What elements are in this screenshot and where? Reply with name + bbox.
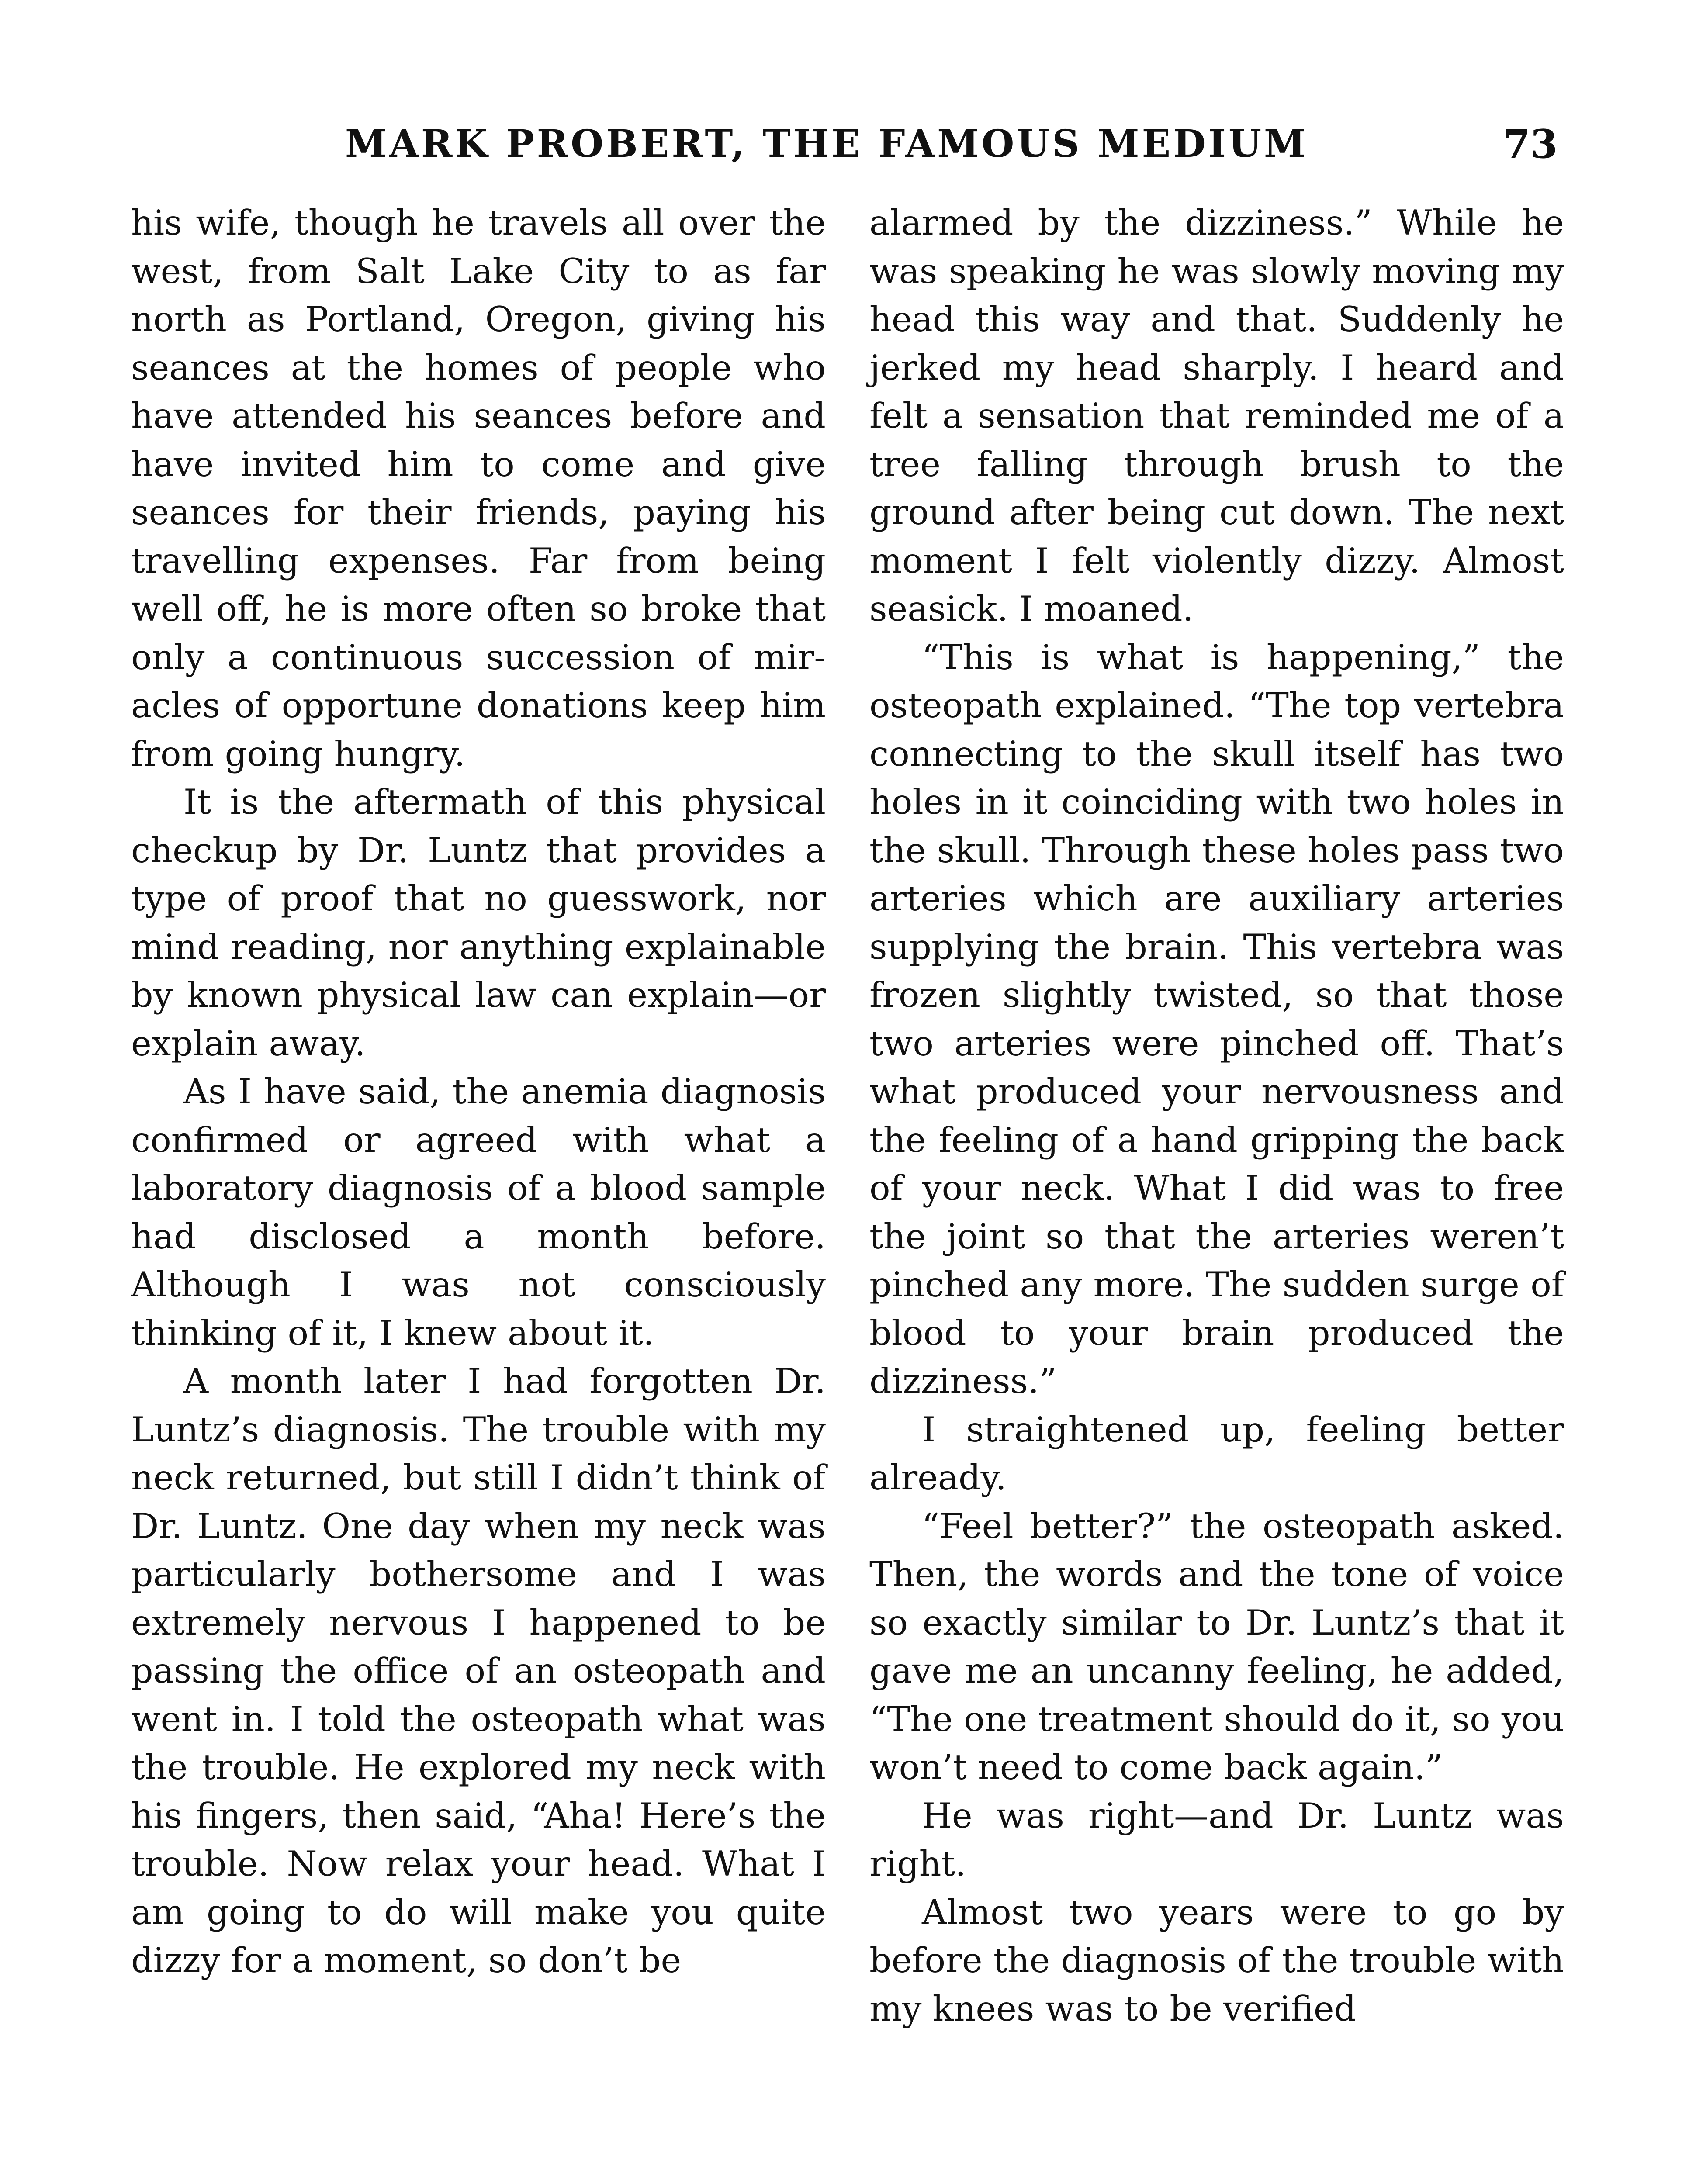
paragraph: It is the aftermath of this physical checkup by Dr. Luntz that provides a type of proof that no guesswork, nor mind reading, nor anything explainable by known physical law can explain—or explain away. bbox=[131, 782, 826, 1064]
paragraph: alarmed by the dizziness.” While he was speaking he was slowly moving my head this way and that. Suddenly he jerked my head sharply. I heard and felt a sensation that reminded me of a tree falling through brush to the ground after being cut down. The next moment I felt violently dizzy. Almost seasick. I moaned. bbox=[869, 203, 1564, 629]
left-column bbox=[131, 199, 826, 1985]
paragraph: A month later I had forgotten Dr. Luntz’s diagnosis. The trouble with my neck returned, but still I didn’t think of Dr. Luntz. One day when my neck was particularly bothersome and I was extremely nervous I happened to be passing the office of an osteopath and went in. I told the osteopath what was the trouble. He explored my neck with his fingers, then said, “Aha! Here’s the trouble. Now relax your head. What I am going to do will make you quite dizzy for a moment, so don’t be bbox=[131, 1361, 826, 1980]
paragraph: Almost two years were to go by before the diagnosis of the trouble with my knees was to be verified bbox=[869, 1892, 1564, 2029]
paragraph: He was right—and Dr. Luntz was right. bbox=[869, 1795, 1564, 1884]
paragraph: “Feel better?” the osteopath asked. Then, the words and the tone of voice so exactly similar to Dr. Luntz’s that it gave me an uncanny feeling, he added, “The one treatment should do it, so you won’t need to come back again.” bbox=[869, 1506, 1564, 1787]
paragraph: As I have said, the anemia diagnosis confirmed or agreed with what a laboratory diagnosis of a blood sample had disclosed a month before. Although I was not consciously thinking of it, I knew about it. bbox=[131, 1071, 826, 1353]
right-column bbox=[869, 199, 1564, 2033]
header-title: MARK PROBERT, THE FAMOUS MEDIUM bbox=[345, 122, 1308, 166]
running-header bbox=[0, 118, 1696, 175]
paragraph: I straightened up, feeling better already. bbox=[869, 1409, 1564, 1498]
paragraph: “This is what is happening,” the osteopath explained. “The top vertebra connecting to the skull itself has two holes in it coinciding with two holes in the skull. Through these holes pass two arteries which are auxiliary arteries supplying the brain. This vertebra was frozen slightly twisted, so that those two arteries were pinched off. That’s what produced your nervousness and the feeling of a hand gripping the back of your neck. What I did was to free the joint so that the arteries weren’t pinched any more. The sudden surge of blood to your brain produced the dizziness.” bbox=[869, 637, 1564, 1401]
page-number: 73 bbox=[1503, 121, 1558, 167]
paragraph: his wife, though he travels all over the west, from Salt Lake City to as far north as Portland, Oregon, giving his seances at the homes of people who have attended his seances before and have invited him to come and give seances for their friends, paying his travelling expenses. Far from being well off, he is more often so broke that only a continuous succession of miracles of opportune donations keep him from going hungry. bbox=[131, 203, 826, 774]
